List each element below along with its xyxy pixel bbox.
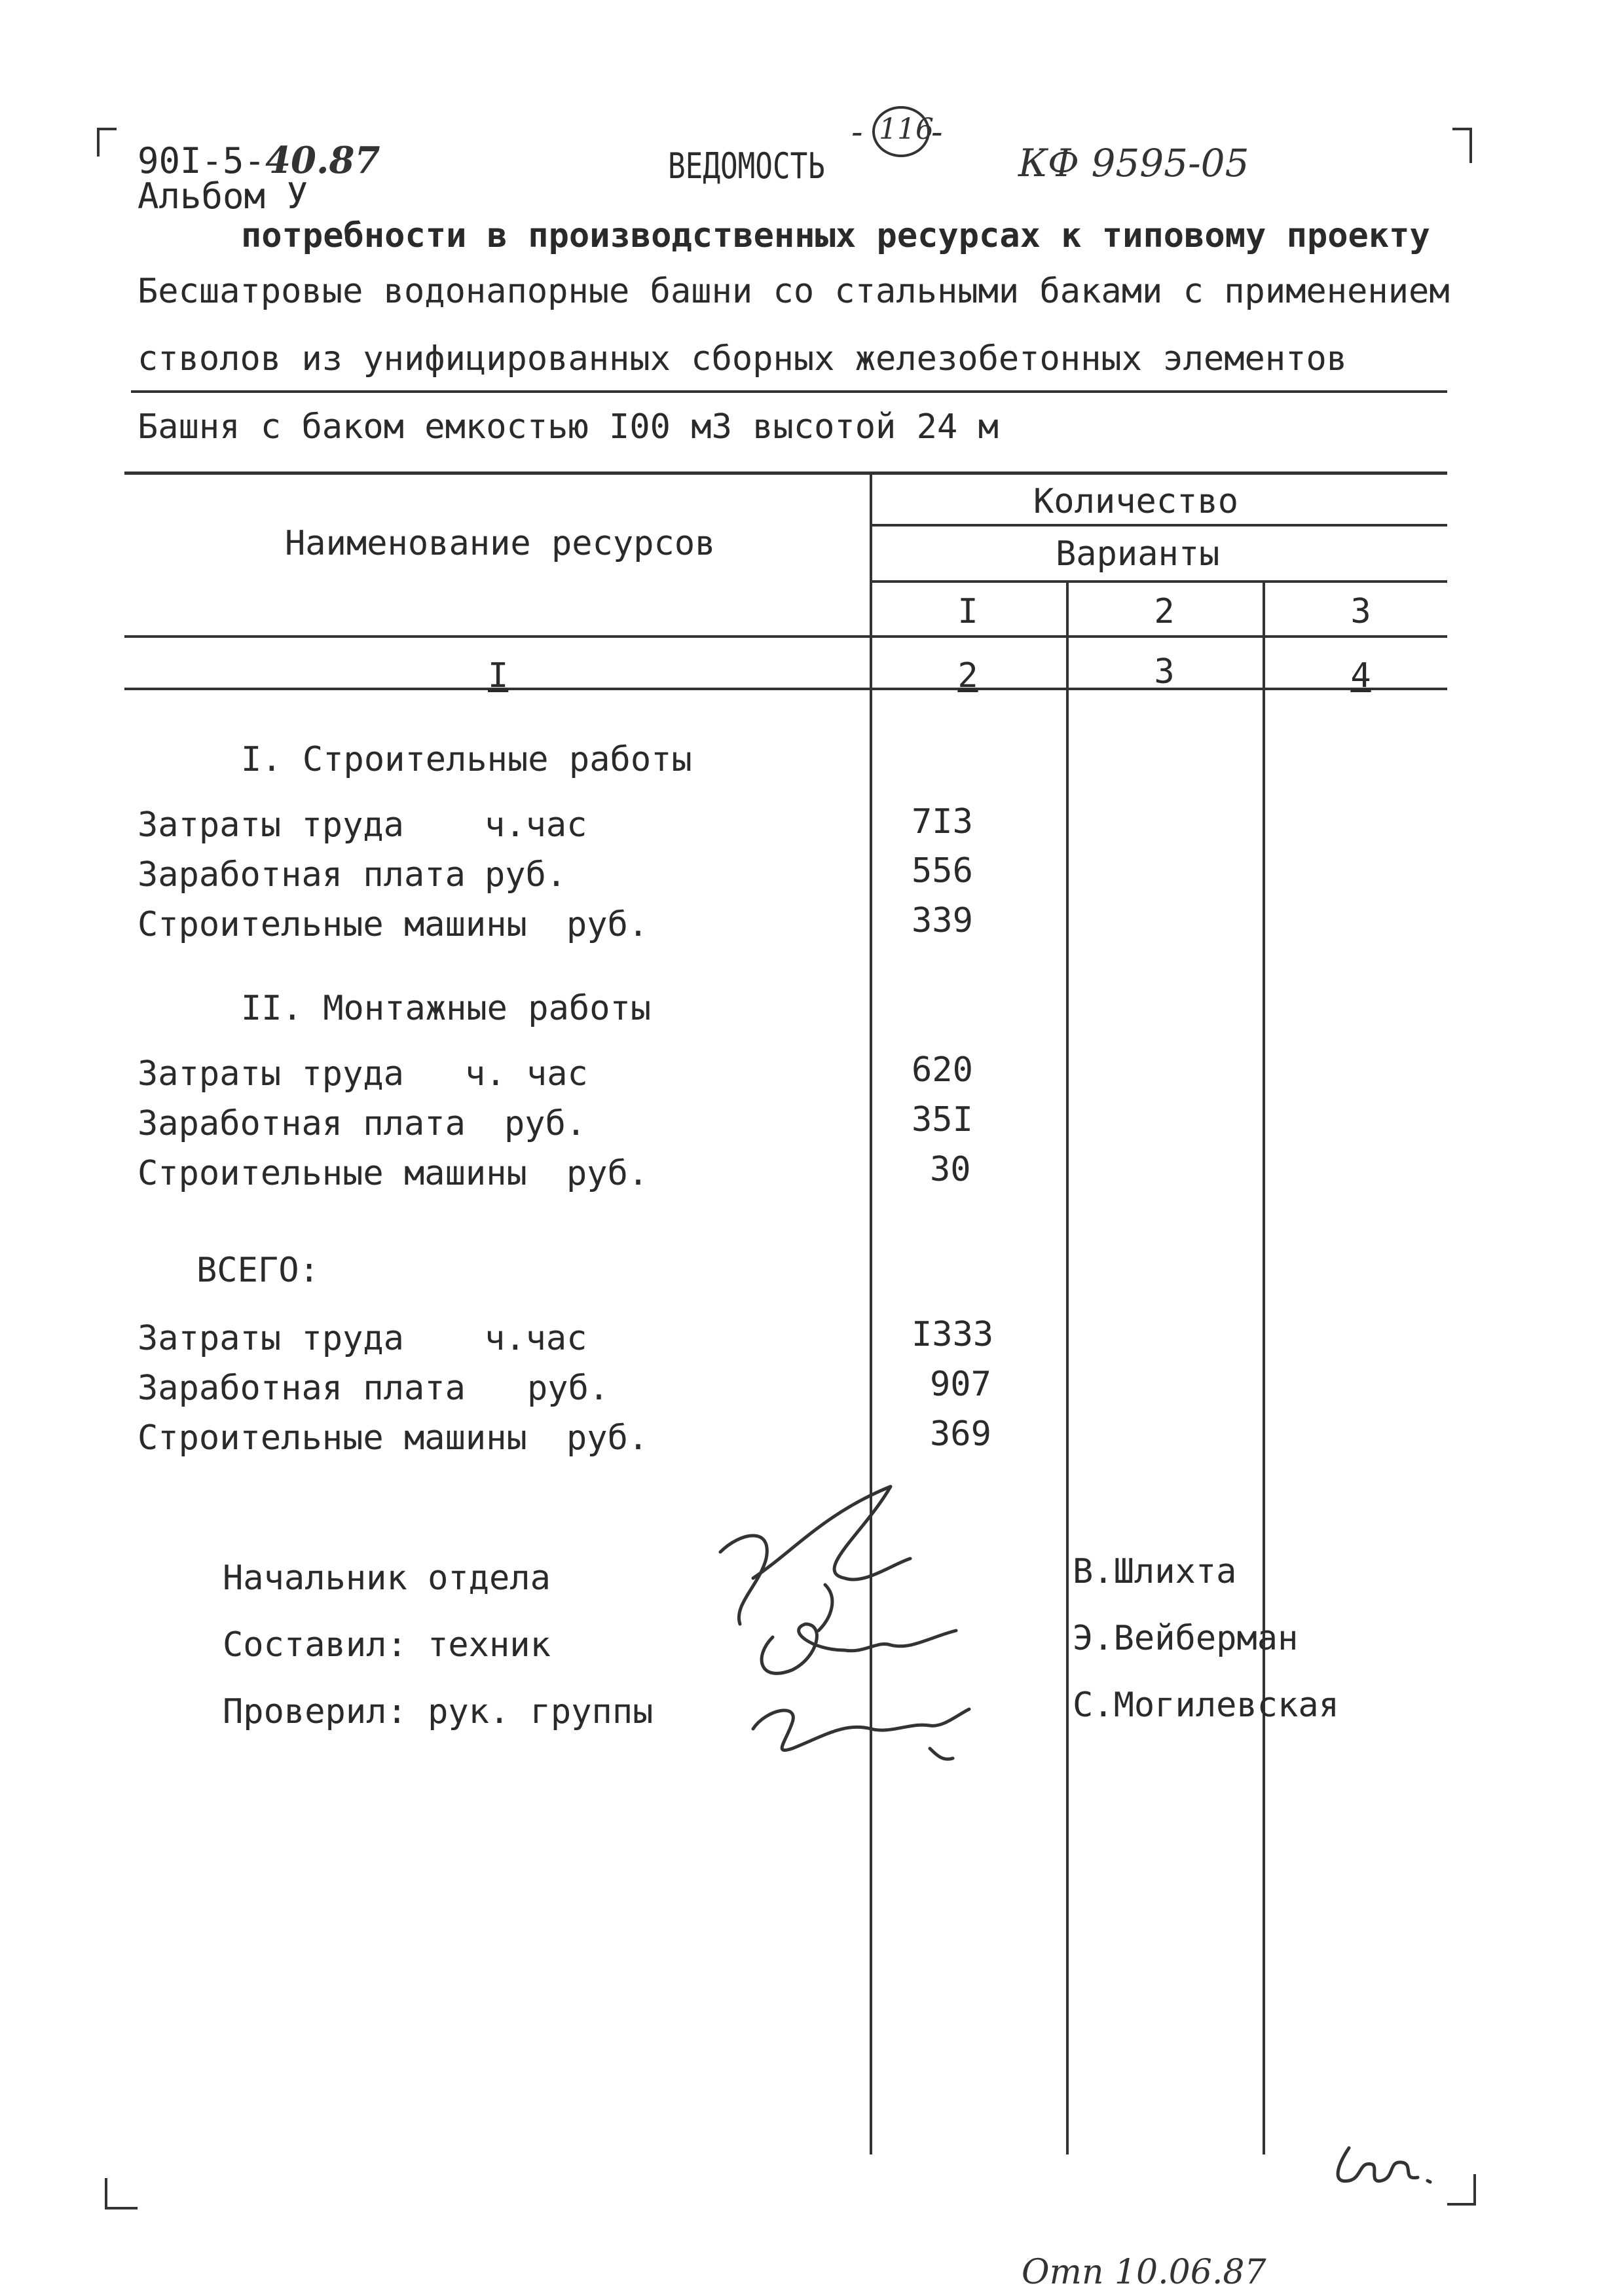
column-divider-3	[1263, 580, 1265, 2154]
header-variants: Варианты	[1056, 534, 1220, 574]
table-top-border	[124, 471, 1447, 475]
row-value-v1: 556	[912, 851, 973, 891]
column-number-4: 4	[1350, 656, 1371, 695]
row-value-v1: 339	[912, 901, 973, 940]
signature-stroke-author	[762, 1624, 956, 1673]
signature-role-head: Начальник отдела	[223, 1559, 551, 1598]
column-divider-1	[870, 471, 872, 2154]
section-title-construction: I. Строительные работы	[241, 740, 692, 779]
row-unit: руб.	[527, 1369, 610, 1408]
page-number: - 116 -	[851, 105, 956, 157]
column-number-1: I	[488, 656, 509, 695]
column-divider-2	[1066, 580, 1069, 2154]
row-name: Строительные машины	[138, 1418, 527, 1458]
column-number-2: 2	[957, 656, 978, 695]
corner-mark-top-right	[1452, 128, 1472, 163]
subtitle-line-2: Бесшатровые водонапорные башни со стальными баками с применением	[138, 272, 1450, 311]
header-bottom-border	[124, 635, 1447, 638]
header-resource-name: Наименование ресурсов	[285, 524, 716, 563]
variant-number-1: I	[957, 592, 978, 631]
page-number-value: 116	[879, 113, 934, 146]
row-unit: руб.	[504, 1104, 587, 1143]
subtitle-line-1: потребности в производственных ресурсах к типовому проекту	[241, 216, 1430, 255]
signature-stroke-checker	[753, 1709, 969, 1759]
column-number-3: 3	[1154, 652, 1175, 692]
bottom-handwritten-note: Отп 10.06.87	[1022, 2253, 1266, 2292]
handwritten-initials	[1323, 2135, 1454, 2194]
signature-stroke-head	[720, 1487, 910, 1631]
row-unit: руб.	[485, 855, 567, 895]
row-unit: руб.	[566, 905, 649, 944]
row-name: Заработная плата	[138, 1369, 466, 1408]
row-name: Затраты труда	[138, 805, 404, 845]
row-value-v1: 620	[912, 1050, 973, 1090]
section-title-installation: II. Монтажные работы	[241, 989, 652, 1028]
document-number: КФ 9595-05	[1018, 141, 1249, 185]
project-code-printed: 90I-5-	[138, 140, 266, 181]
signature-name-head: В.Шлихта	[1073, 1552, 1237, 1591]
row-value-v1: 30	[930, 1150, 971, 1189]
row-name: Затраты труда	[138, 1319, 404, 1358]
row-value-v1: I333	[912, 1315, 994, 1354]
row-name: Заработная плата	[138, 855, 466, 895]
row-unit: ч.час	[485, 1319, 587, 1358]
variant-description: Башня с баком емкостью I00 м3 высотой 24 м	[138, 407, 999, 447]
subtitle-underline	[131, 390, 1447, 393]
row-unit: ч. час	[465, 1054, 588, 1094]
signature-role-checker: Проверил: рук. группы	[223, 1692, 654, 1731]
handwritten-signatures	[694, 1473, 1022, 1775]
header-quantity: Количество	[1033, 482, 1239, 521]
album-label: Альбом У	[138, 176, 308, 217]
signature-name-checker: С.Могилевская	[1073, 1686, 1339, 1725]
document-title: ВЕДОМОСТЬ	[668, 145, 825, 187]
variant-number-2: 2	[1154, 592, 1175, 631]
row-name: Заработная плата	[138, 1104, 466, 1143]
row-name: Строительные машины	[138, 905, 527, 944]
row-unit: руб.	[566, 1418, 649, 1458]
row-unit: руб.	[566, 1154, 649, 1193]
subtitle-line-3: стволов из унифицированных сборных железобетонных элементов	[138, 339, 1348, 379]
section-title-total: ВСЕГО:	[196, 1251, 320, 1290]
quantity-underline	[870, 524, 1447, 527]
row-value-v1: 35I	[912, 1100, 973, 1139]
project-code-handwritten: 40.87	[265, 139, 380, 182]
row-name: Строительные машины	[138, 1154, 527, 1193]
variants-underline	[870, 580, 1447, 583]
row-value-v1: 369	[930, 1414, 991, 1454]
signature-role-author: Составил: техник	[223, 1625, 551, 1665]
row-value-v1: 7I3	[912, 802, 973, 841]
signature-name-author: Э.Вейберман	[1073, 1619, 1299, 1658]
row-value-v1: 907	[930, 1365, 991, 1404]
corner-mark-top-left	[97, 128, 117, 157]
row-name: Затраты труда	[138, 1054, 404, 1094]
row-unit: ч.час	[485, 805, 587, 845]
corner-mark-bottom-left	[105, 2178, 138, 2209]
variant-number-3: 3	[1350, 592, 1371, 631]
